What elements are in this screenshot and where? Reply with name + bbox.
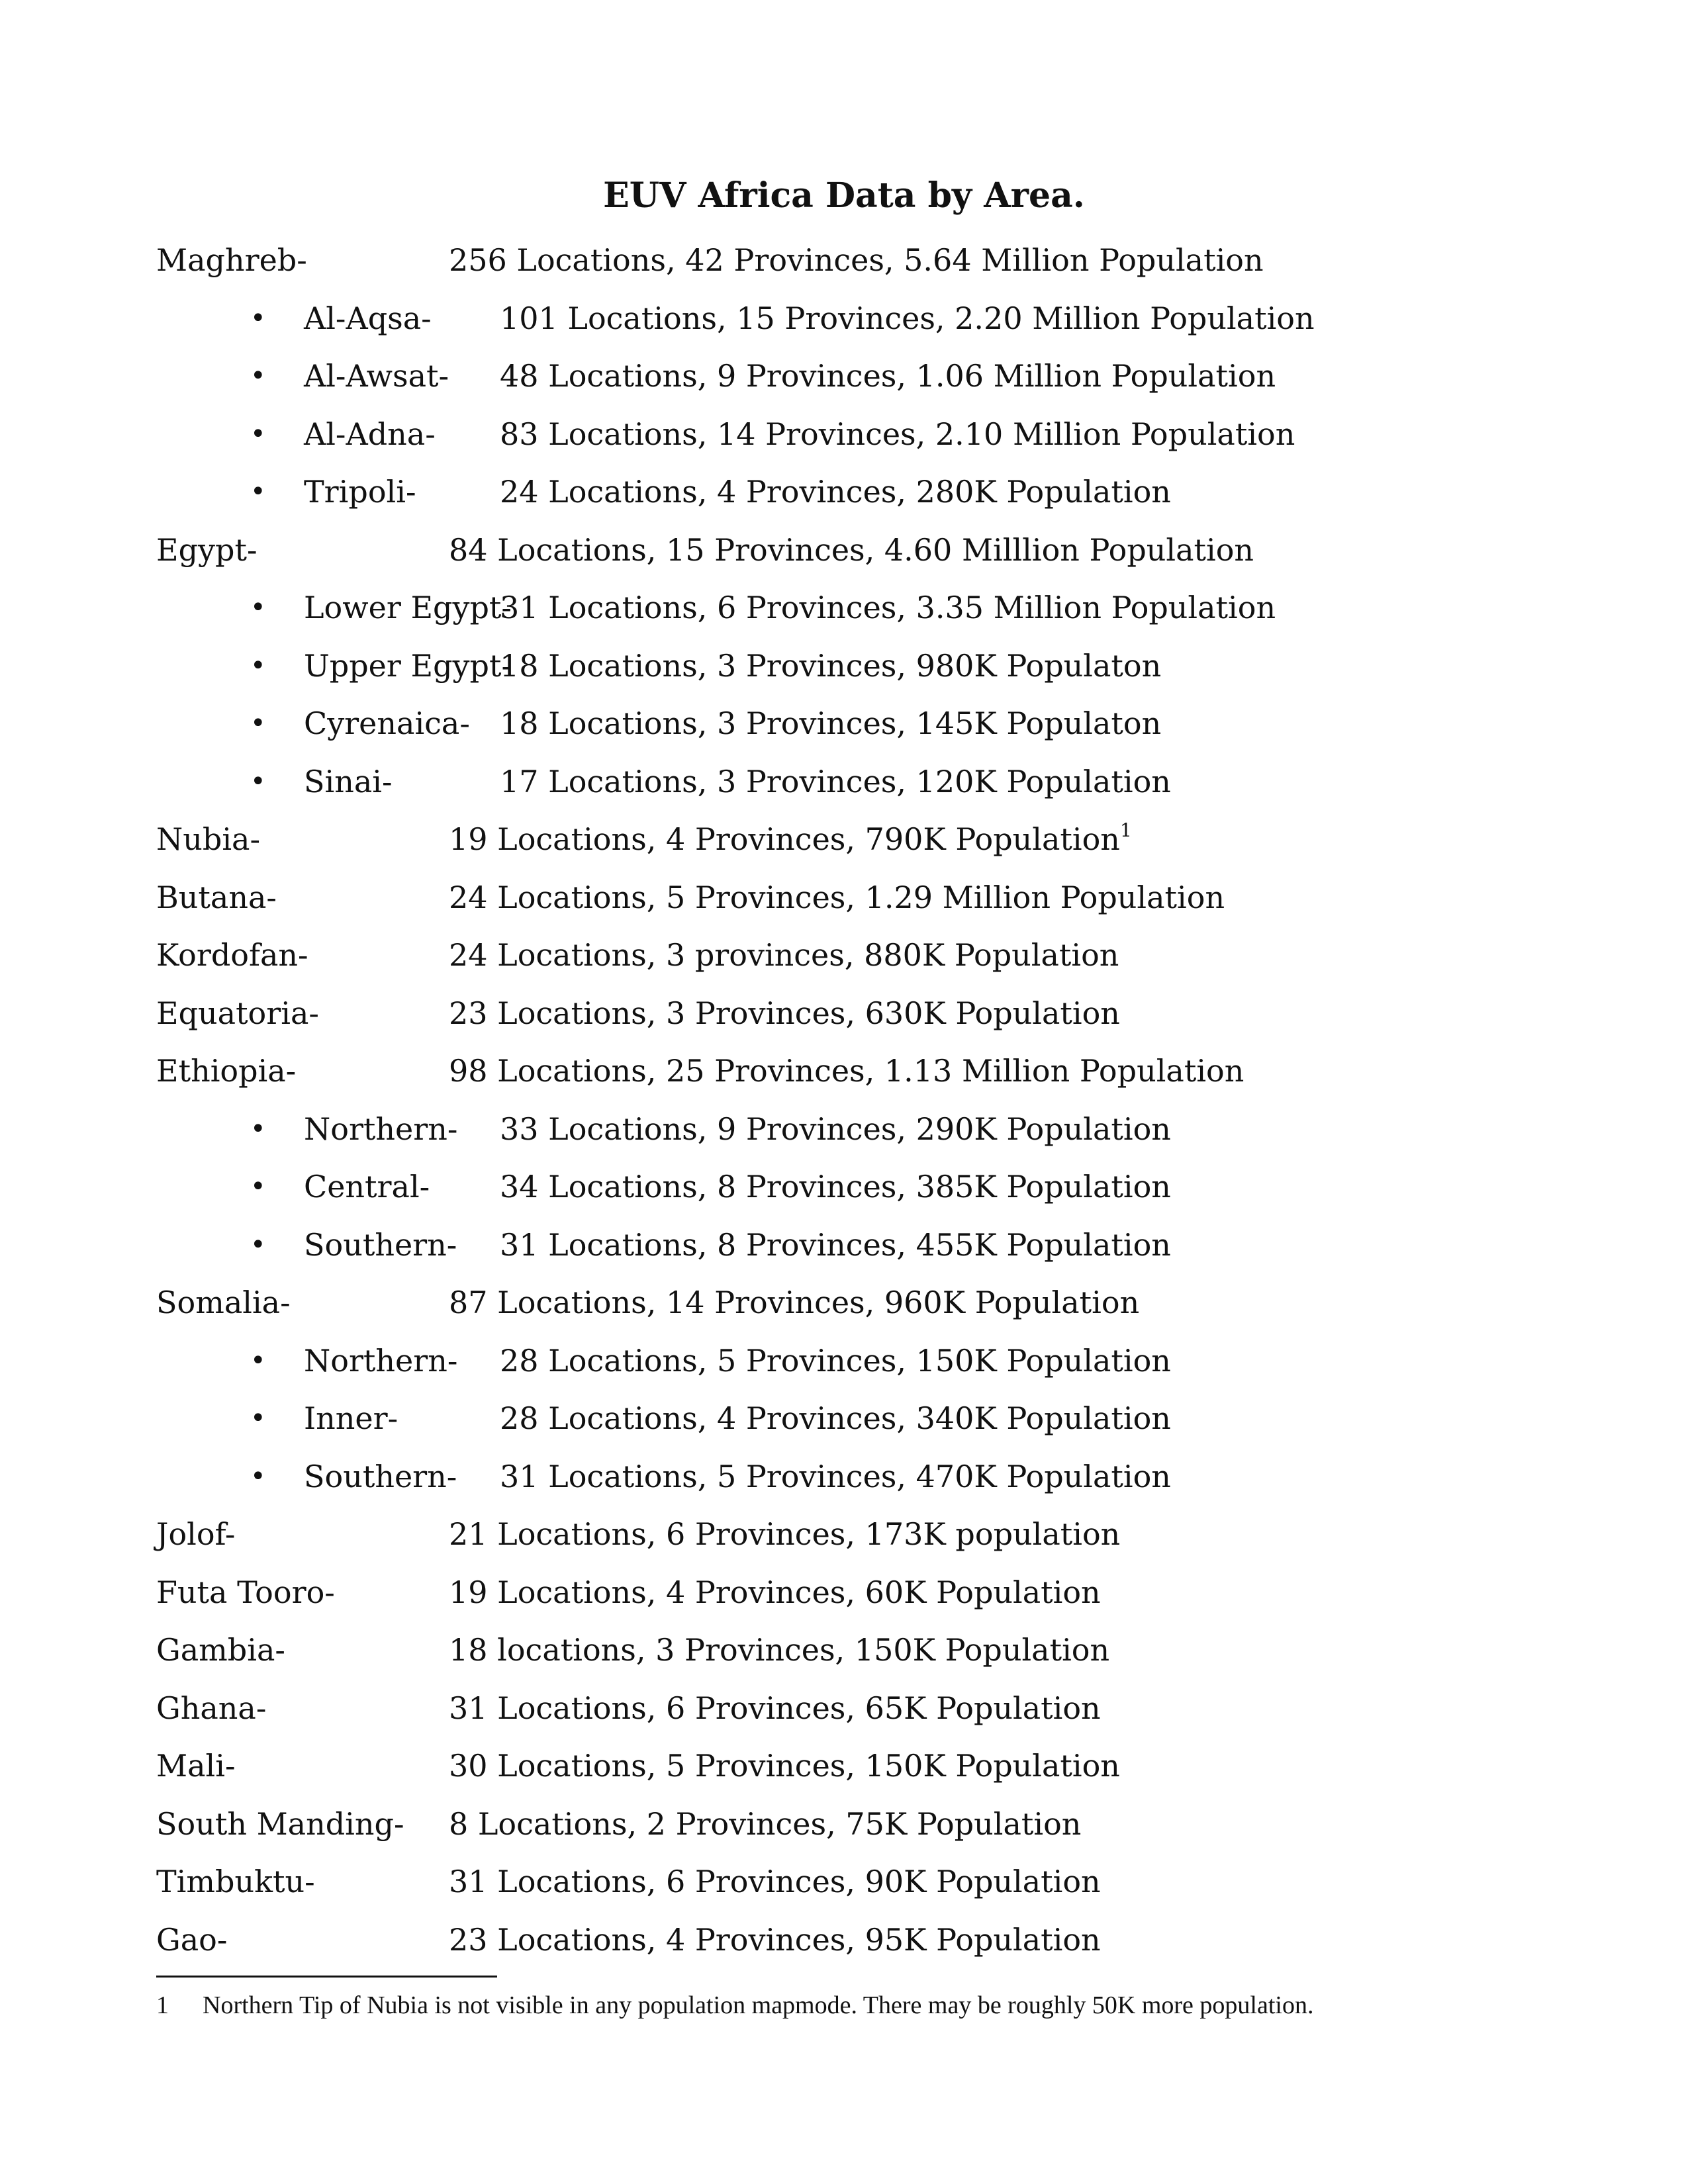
area-stats — [449, 869, 1225, 927]
area-stats — [500, 1332, 1171, 1390]
bullet-icon: • — [250, 1461, 266, 1492]
sub-area-row — [156, 1332, 1546, 1390]
sub-area-name: Al-Awsat- — [304, 358, 449, 394]
area-stats-text: 24 Locations, 3 provinces, 880K Population — [449, 937, 1119, 973]
area-row — [156, 985, 1546, 1043]
area-stats — [500, 637, 1161, 696]
area-stats-text: 84 Locations, 15 Provinces, 4.60 Milllion Population — [449, 531, 1254, 568]
area-row — [156, 811, 1546, 869]
area-stats — [500, 290, 1315, 348]
bullet-icon: • — [250, 361, 266, 391]
area-stats-text: 18 Locations, 3 Provinces, 145K Populaton — [500, 705, 1162, 741]
sub-area-row — [156, 695, 1546, 753]
area-stats — [449, 232, 1264, 290]
area-name: Egypt- — [156, 531, 258, 568]
area-stats — [500, 463, 1171, 522]
area-stats-text: 24 Locations, 5 Provinces, 1.29 Million Population — [449, 879, 1225, 915]
sub-area-name: Al-Adna- — [304, 416, 436, 452]
area-stats — [500, 579, 1276, 637]
area-stats — [500, 753, 1171, 811]
area-name: Jolof- — [156, 1516, 236, 1552]
area-row — [156, 1506, 1546, 1564]
area-stats-text: 31 Locations, 6 Provinces, 65K Population — [449, 1690, 1101, 1726]
area-stats-text: 21 Locations, 6 Provinces, 173K population — [449, 1516, 1121, 1552]
area-stats — [500, 1101, 1171, 1159]
bullet-icon: • — [250, 1403, 266, 1433]
sub-area-name: Northern- — [304, 1111, 458, 1147]
area-stats — [500, 1390, 1171, 1448]
bullet-icon: • — [250, 1229, 266, 1260]
area-stats-text: 24 Locations, 4 Provinces, 280K Population — [500, 474, 1171, 510]
bullet-icon: • — [250, 302, 266, 334]
footnote-separator — [156, 1976, 497, 1978]
sub-area-name: Northern- — [304, 1342, 458, 1379]
area-row — [156, 1564, 1546, 1622]
bullet-icon: • — [250, 1113, 266, 1144]
sub-area-row — [156, 1390, 1546, 1448]
area-stats — [500, 1216, 1171, 1275]
sub-area-row — [156, 579, 1546, 637]
area-name: Ethiopia- — [156, 1053, 297, 1089]
area-stats — [449, 1796, 1081, 1854]
sub-area-row — [156, 637, 1546, 696]
area-stats — [449, 985, 1120, 1043]
area-list — [156, 232, 1546, 1969]
area-name: Nubia- — [156, 821, 261, 857]
bullet-icon: • — [250, 708, 266, 739]
bullet-icon: • — [250, 766, 266, 797]
area-name: South Manding- — [156, 1805, 404, 1842]
sub-area-name: Al-Aqsa- — [304, 300, 432, 336]
area-name: Gao- — [156, 1921, 228, 1958]
area-name: Mali- — [156, 1748, 236, 1784]
area-row — [156, 1274, 1546, 1332]
bullet-icon: • — [250, 418, 266, 449]
area-stats — [500, 1158, 1171, 1216]
area-stats-text: 256 Locations, 42 Provinces, 5.64 Million Population — [449, 242, 1264, 278]
area-name: Timbuktu- — [156, 1864, 315, 1899]
bullet-icon: • — [250, 477, 266, 507]
area-stats — [449, 1274, 1139, 1332]
bullet-icon: • — [250, 1171, 266, 1202]
area-name: Futa Tooro- — [156, 1574, 335, 1610]
footnote-number: 1 — [156, 1991, 169, 2019]
sub-area-row — [156, 1101, 1546, 1159]
area-row — [156, 1737, 1546, 1796]
area-stats-text: 28 Locations, 5 Provinces, 150K Population — [500, 1342, 1171, 1379]
bullet-icon: • — [250, 592, 266, 623]
area-stats-text: 98 Locations, 25 Provinces, 1.13 Million Population — [449, 1053, 1244, 1089]
area-stats-text: 31 Locations, 6 Provinces, 90K Population — [449, 1864, 1101, 1899]
sub-area-row — [156, 1158, 1546, 1216]
sub-area-row — [156, 1448, 1546, 1506]
sub-area-row — [156, 290, 1546, 348]
area-name: Somalia- — [156, 1285, 291, 1320]
area-stats-text: 8 Locations, 2 Provinces, 75K Population — [449, 1805, 1082, 1842]
sub-area-row — [156, 463, 1546, 522]
area-stats — [449, 1853, 1101, 1911]
area-stats-text: 18 Locations, 3 Provinces, 980K Populaton — [500, 647, 1162, 684]
area-stats-text: 33 Locations, 9 Provinces, 290K Population — [500, 1111, 1171, 1147]
area-stats — [449, 811, 1132, 869]
area-stats-text: 23 Locations, 4 Provinces, 95K Population — [449, 1921, 1101, 1958]
area-stats — [449, 1564, 1101, 1622]
area-stats — [500, 1448, 1171, 1506]
area-stats-text: 23 Locations, 3 Provinces, 630K Population — [449, 995, 1120, 1031]
area-stats-text: 31 Locations, 6 Provinces, 3.35 Million Population — [500, 590, 1276, 625]
area-stats-text: 83 Locations, 14 Provinces, 2.10 Million Population — [500, 416, 1295, 452]
bullet-icon: • — [250, 650, 266, 681]
area-name: Butana- — [156, 879, 277, 915]
area-row — [156, 869, 1546, 927]
sub-area-name: Upper Egypt- — [304, 647, 512, 684]
bullet-icon: • — [250, 1345, 266, 1376]
sub-area-name: Central- — [304, 1169, 430, 1205]
sub-area-name: Inner- — [304, 1400, 399, 1436]
area-stats — [500, 347, 1276, 406]
area-row — [156, 522, 1546, 580]
area-stats — [449, 1737, 1120, 1796]
area-stats-text: 28 Locations, 4 Provinces, 340K Population — [500, 1400, 1171, 1436]
area-stats-text: 101 Locations, 15 Provinces, 2.20 Million Population — [500, 300, 1315, 336]
area-stats-text: 34 Locations, 8 Provinces, 385K Population — [500, 1169, 1171, 1205]
area-stats-text: 48 Locations, 9 Provinces, 1.06 Million Population — [500, 358, 1276, 394]
sub-area-name: Tripoli- — [304, 474, 416, 510]
area-stats — [449, 1911, 1101, 1970]
sub-area-name: Southern- — [304, 1226, 457, 1263]
footnote-text: Northern Tip of Nubia is not visible in any population mapmode. There may be roughly 50K more population. — [203, 1991, 1314, 2019]
area-row — [156, 232, 1546, 290]
area-stats — [500, 406, 1295, 464]
footnote-ref[interactable]: 1 — [1119, 819, 1132, 841]
sub-area-name: Sinai- — [304, 763, 393, 799]
area-stats — [449, 1621, 1109, 1680]
area-stats — [449, 927, 1119, 985]
sub-area-name: Southern- — [304, 1458, 457, 1494]
sub-area-name: Lower Egypt- — [304, 590, 512, 625]
area-stats-text: 19 Locations, 4 Provinces, 60K Population — [449, 1574, 1101, 1610]
sub-area-row — [156, 753, 1546, 811]
footnote — [156, 1989, 1313, 2022]
area-stats-text: 17 Locations, 3 Provinces, 120K Population — [500, 763, 1171, 799]
sub-area-row — [156, 406, 1546, 464]
area-stats-text: 19 Locations, 4 Provinces, 790K Population — [449, 821, 1120, 857]
area-name: Gambia- — [156, 1632, 285, 1668]
sub-area-name: Cyrenaica- — [304, 705, 470, 741]
area-name: Kordofan- — [156, 937, 308, 973]
area-stats — [449, 1680, 1101, 1738]
area-name: Equatoria- — [156, 995, 319, 1031]
area-name: Ghana- — [156, 1690, 267, 1726]
area-stats-text: 30 Locations, 5 Provinces, 150K Population — [449, 1748, 1120, 1784]
page-title: EUV Africa Data by Area. — [603, 175, 1085, 216]
sub-area-row — [156, 1216, 1546, 1275]
area-stats — [500, 695, 1161, 753]
area-stats-text: 18 locations, 3 Provinces, 150K Population — [449, 1632, 1110, 1668]
area-row — [156, 1680, 1546, 1738]
area-name: Maghreb- — [156, 242, 307, 278]
area-stats-text: 87 Locations, 14 Provinces, 960K Population — [449, 1285, 1140, 1320]
area-stats — [449, 1042, 1244, 1101]
area-row — [156, 1853, 1546, 1911]
area-row — [156, 1911, 1546, 1970]
area-stats-text: 31 Locations, 5 Provinces, 470K Population — [500, 1458, 1171, 1494]
sub-area-row — [156, 347, 1546, 406]
area-stats-text: 31 Locations, 8 Provinces, 455K Population — [500, 1226, 1171, 1263]
area-stats — [449, 522, 1254, 580]
area-stats — [449, 1506, 1120, 1564]
area-row — [156, 1042, 1546, 1101]
area-row — [156, 1796, 1546, 1854]
area-row — [156, 927, 1546, 985]
area-row — [156, 1621, 1546, 1680]
